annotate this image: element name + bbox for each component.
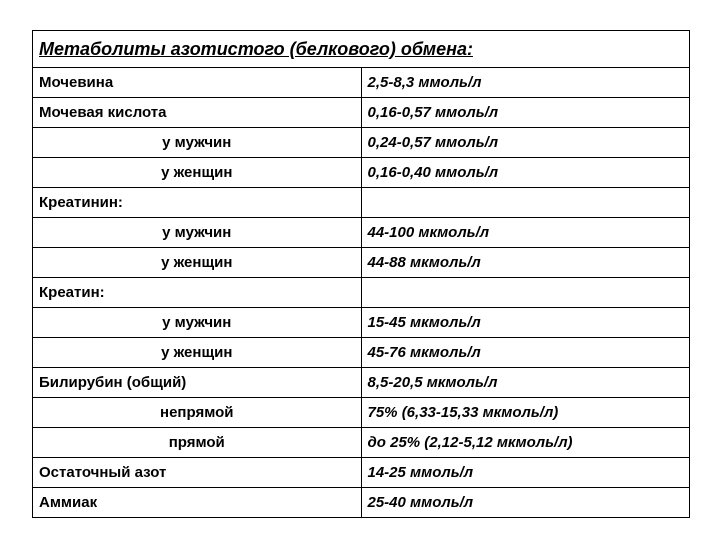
table-row	[33, 398, 690, 428]
reference-range: 15-45 мкмоль/л	[361, 308, 690, 338]
reference-range: 44-100 мкмоль/л	[361, 218, 690, 248]
reference-range: 0,16-0,57 ммоль/л	[361, 98, 690, 128]
reference-range: до 25% (2,12-5,12 мкмоль/л)	[361, 428, 690, 458]
reference-range: 44-88 мкмоль/л	[361, 248, 690, 278]
metabolite-name: Остаточный азот	[33, 458, 362, 488]
reference-range: 75% (6,33-15,33 мкмоль/л)	[361, 398, 690, 428]
metabolite-name: у мужчин	[33, 308, 362, 338]
metabolite-name: прямой	[33, 428, 362, 458]
reference-range: 45-76 мкмоль/л	[361, 338, 690, 368]
table-row	[33, 248, 690, 278]
table-row	[33, 218, 690, 248]
reference-range: 0,16-0,40 ммоль/л	[361, 158, 690, 188]
reference-range	[361, 278, 690, 308]
metabolites-table	[32, 30, 690, 518]
table-row	[33, 188, 690, 218]
metabolite-name: у мужчин	[33, 128, 362, 158]
reference-range: 0,24-0,57 ммоль/л	[361, 128, 690, 158]
reference-range	[361, 188, 690, 218]
metabolite-name: Мочевая кислота	[33, 98, 362, 128]
metabolite-name: у женщин	[33, 338, 362, 368]
table-row	[33, 488, 690, 518]
table-row	[33, 98, 690, 128]
table-row	[33, 428, 690, 458]
metabolite-name: Креатин:	[33, 278, 362, 308]
table-row	[33, 338, 690, 368]
metabolite-name: Аммиак	[33, 488, 362, 518]
table-row	[33, 308, 690, 338]
table-title-row	[33, 31, 690, 68]
metabolite-name: Билирубин (общий)	[33, 368, 362, 398]
table-row	[33, 68, 690, 98]
reference-range: 8,5-20,5 мкмоль/л	[361, 368, 690, 398]
metabolite-name: Мочевина	[33, 68, 362, 98]
reference-range: 2,5-8,3 ммоль/л	[361, 68, 690, 98]
table-row	[33, 278, 690, 308]
table-row	[33, 458, 690, 488]
metabolite-name: Креатинин:	[33, 188, 362, 218]
metabolite-name: непрямой	[33, 398, 362, 428]
table-row	[33, 158, 690, 188]
metabolite-name: у женщин	[33, 158, 362, 188]
table-row	[33, 128, 690, 158]
reference-range: 25-40 ммоль/л	[361, 488, 690, 518]
table-row	[33, 368, 690, 398]
table-title: Метаболиты азотистого (белкового) обмена:	[33, 31, 690, 68]
metabolites-table-container	[32, 30, 690, 518]
metabolite-name: у мужчин	[33, 218, 362, 248]
reference-range: 14-25 ммоль/л	[361, 458, 690, 488]
metabolite-name: у женщин	[33, 248, 362, 278]
